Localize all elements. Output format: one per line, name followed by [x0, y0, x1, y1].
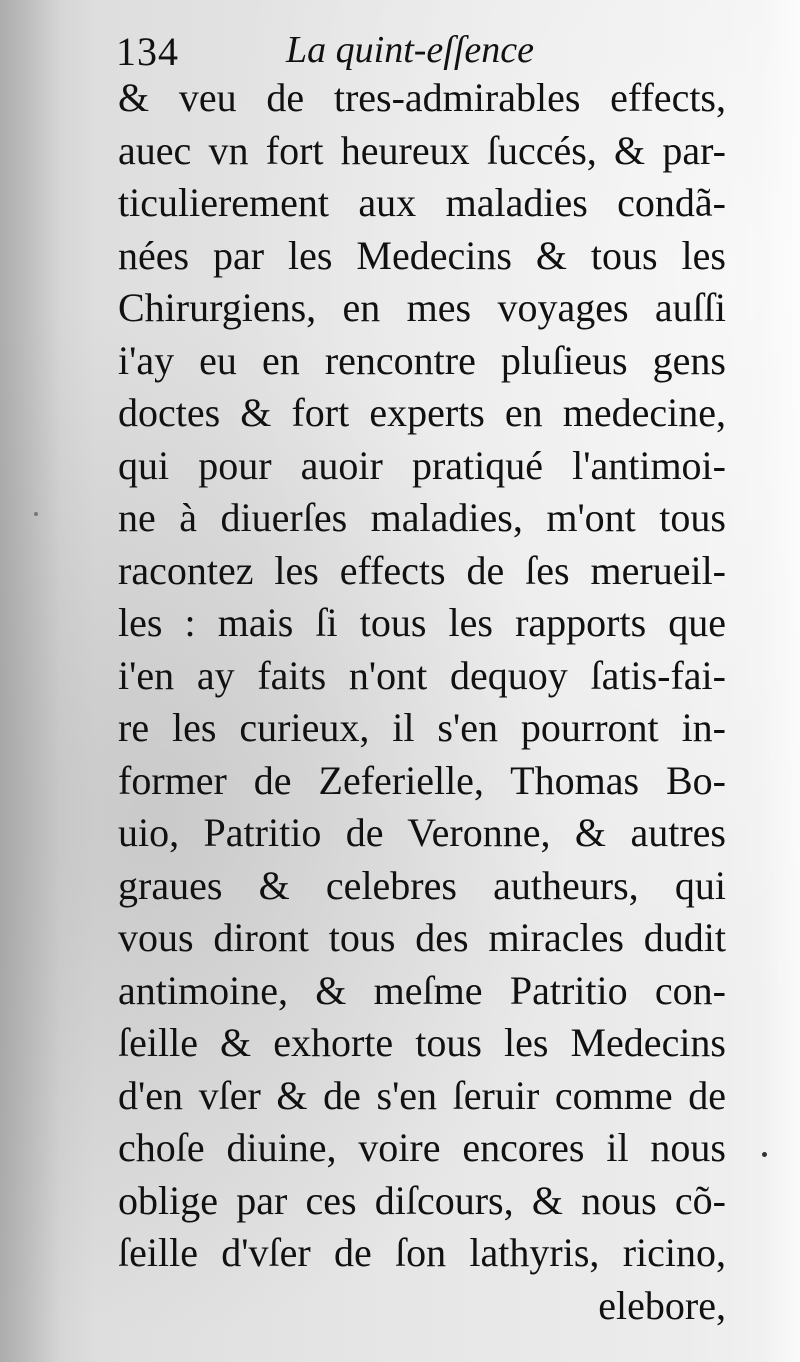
text-line: ſeille & exhorte tous les Medecins — [118, 1020, 726, 1065]
page-gutter-shadow — [0, 0, 60, 1362]
text-line: i'ay eu en rencontre pluſieus gens — [118, 337, 726, 383]
text-line: d'en vſer & de s'en ſeruir comme de — [118, 1072, 726, 1118]
text-line: doctes & fort experts en medecine, — [118, 390, 726, 435]
text-line: auec vn fort heureux ſuccés, & par- — [118, 127, 726, 173]
text-line: racontez les effects de ſes merueil- — [118, 547, 726, 593]
text-line: oblige par ces diſcours, & nous cõ- — [118, 1177, 726, 1223]
text-line: i'en ay faits n'ont dequoy ſatis-fai- — [118, 652, 726, 698]
text-line: Chirurgiens, en mes voyages auſſi — [118, 285, 726, 330]
text-line: les : mais ſi tous les rapports que — [118, 600, 726, 645]
text-line: & veu de tres-admirables effects, — [118, 75, 726, 120]
text-line: choſe diuine, voire encores il nous — [118, 1125, 726, 1170]
text-line: re les curieux, il s'en pourront in- — [118, 705, 726, 750]
running-title: La quint-eſſence — [286, 29, 534, 71]
text-line: former de Zeferielle, Thomas Bo- — [118, 757, 726, 803]
ink-speck — [34, 512, 38, 516]
page-number: 134 — [116, 29, 179, 74]
text-line: graues & celebres autheurs, qui — [118, 862, 726, 908]
text-line: antimoine, & meſme Patritio con- — [118, 967, 726, 1013]
text-line: ſeille d'vſer de ſon lathyris, ricino, — [118, 1230, 726, 1275]
text-line: qui pour auoir pratiqué l'antimoi- — [118, 442, 726, 488]
catchword: elebore, — [598, 1282, 726, 1328]
body-text — [118, 72, 726, 1332]
page-header — [116, 18, 736, 80]
text-line: vous diront tous des miracles dudit — [118, 915, 726, 960]
text-line: nées par les Medecins & tous les — [118, 232, 726, 278]
text-line: ne à diuerſes maladies, m'ont tous — [118, 495, 726, 540]
text-line: ticulierement aux maladies condã- — [118, 180, 726, 225]
text-line: uio, Patritio de Veronne, & autres — [118, 810, 726, 855]
page-edge-highlight — [760, 0, 800, 1362]
ink-speck — [762, 1152, 767, 1157]
